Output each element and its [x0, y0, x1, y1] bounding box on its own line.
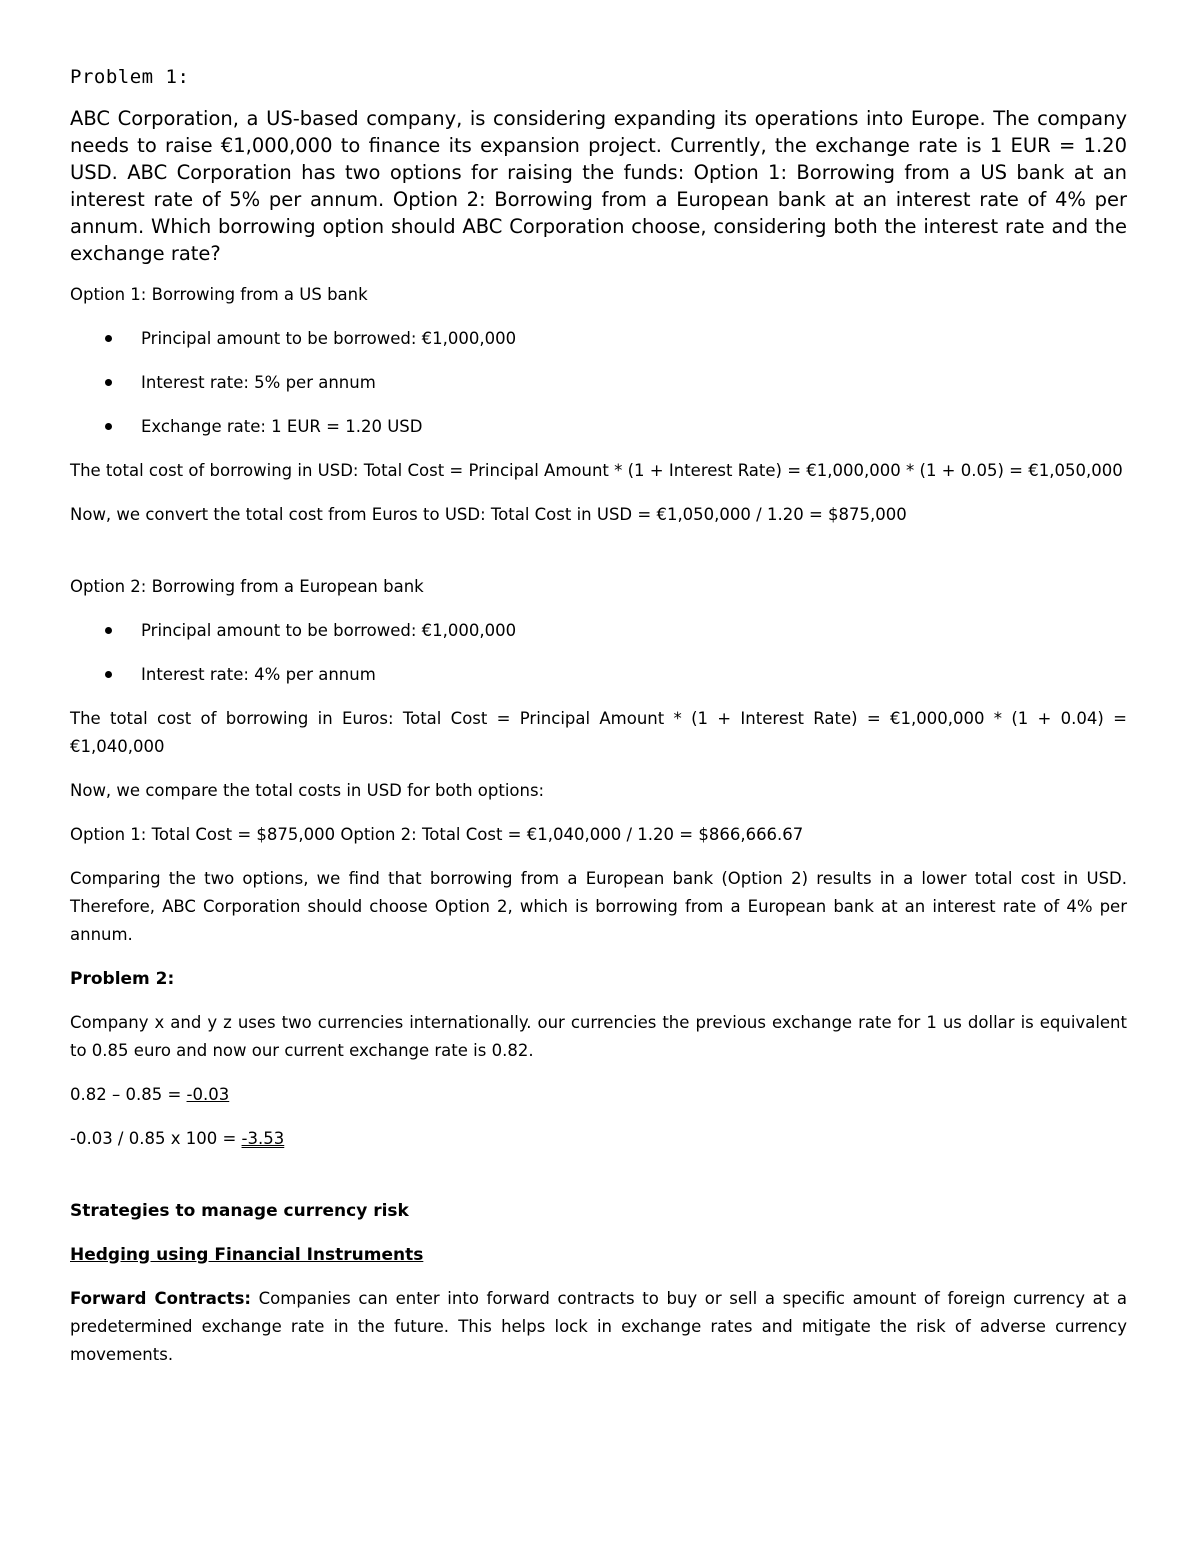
bullet-icon	[105, 423, 112, 430]
option-1-heading: Option 1: Borrowing from a US bank	[70, 284, 368, 304]
option-2-total-cost: The total cost of borrowing in Euros: Total Cost = Principal Amount * (1 + Interest Rate) = €1,000,000 * (1 + 0.04) = €1,040,000	[70, 708, 1127, 756]
forward-contracts-paragraph	[70, 1285, 1127, 1369]
problem-2-title: Problem 2:	[70, 968, 175, 989]
calculation-expression: 0.82 – 0.85 =	[70, 1084, 187, 1104]
calculation-result: -0.03	[186, 1084, 230, 1104]
bullet-icon	[105, 671, 112, 678]
bullet-icon	[105, 627, 112, 634]
blank-line	[70, 1169, 1127, 1197]
calculation-result: -3.53	[241, 1128, 285, 1148]
calculation-expression: -0.03 / 0.85 x 100 =	[70, 1128, 242, 1148]
calculation-percentage	[70, 1125, 1127, 1153]
list-item: Exchange rate: 1 EUR = 1.20 USD	[70, 413, 1127, 441]
blank-line	[70, 545, 1127, 573]
option-1-bullet-list	[70, 325, 1127, 441]
bullet-icon	[105, 335, 112, 342]
compare-intro: Now, we compare the total costs in USD for both options:	[70, 780, 545, 800]
list-item: Interest rate: 5% per annum	[70, 369, 1127, 397]
option-1-total-cost: The total cost of borrowing in USD: Total Cost = Principal Amount * (1 + Interest Rate) = €1,000,000 * (1 + 0.05) = €1,050,000	[70, 460, 1123, 480]
document-page	[70, 66, 1127, 1385]
option-2-bullet-list	[70, 617, 1127, 689]
conclusion: Comparing the two options, we find that borrowing from a European bank (Option 2) results in a lower total cost in USD. Therefore, ABC Corporation should choose Option 2, which is borrowing from a European bank at an interest rate of 4% per annum.	[70, 868, 1127, 944]
hedging-subtitle: Hedging using Financial Instruments	[70, 1244, 424, 1265]
option-1-conversion: Now, we convert the total cost from Euros to USD: Total Cost in USD = €1,050,000 / 1.20 = $875,000	[70, 504, 907, 524]
strategies-title: Strategies to manage currency risk	[70, 1200, 409, 1221]
list-item: Principal amount to be borrowed: €1,000,000	[70, 325, 1127, 353]
forward-contracts-text: Companies can enter into forward contracts to buy or sell a specific amount of foreign currency at a predetermined exchange rate in the future. This helps lock in exchange rates and mitigate the risk of adverse currency movements.	[70, 1288, 1127, 1364]
list-item: Interest rate: 4% per annum	[70, 661, 1127, 689]
forward-contracts-label: Forward Contracts:	[70, 1288, 251, 1308]
option-2-heading: Option 2: Borrowing from a European bank	[70, 576, 424, 596]
problem-1-intro: ABC Corporation, a US-based company, is considering expanding its operations into Europe. The company needs to raise €1,000,000 to finance its expansion project. Currently, the exchange rate is 1 EUR = 1.20 USD. ABC Corporation has two options for raising the funds: Option 1: Borrowing from a US bank at an interest rate of 5% per annum. Option 2: Borrowing from a European bank at an interest rate of 4% per annum. Which borrowing option should ABC Corporation choose, considering both the interest rate and the exchange rate?	[70, 106, 1127, 265]
problem-2-text: Company x and y z uses two currencies internationally. our currencies the previous exchange rate for 1 us dollar is equivalent to 0.85 euro and now our current exchange rate is 0.82.	[70, 1012, 1127, 1060]
list-item: Principal amount to be borrowed: €1,000,000	[70, 617, 1127, 645]
problem-1-title: Problem 1:	[70, 66, 190, 88]
compare-line: Option 1: Total Cost = $875,000 Option 2: Total Cost = €1,040,000 / 1.20 = $866,666.67	[70, 824, 804, 844]
calculation-difference	[70, 1081, 1127, 1109]
bullet-icon	[105, 379, 112, 386]
